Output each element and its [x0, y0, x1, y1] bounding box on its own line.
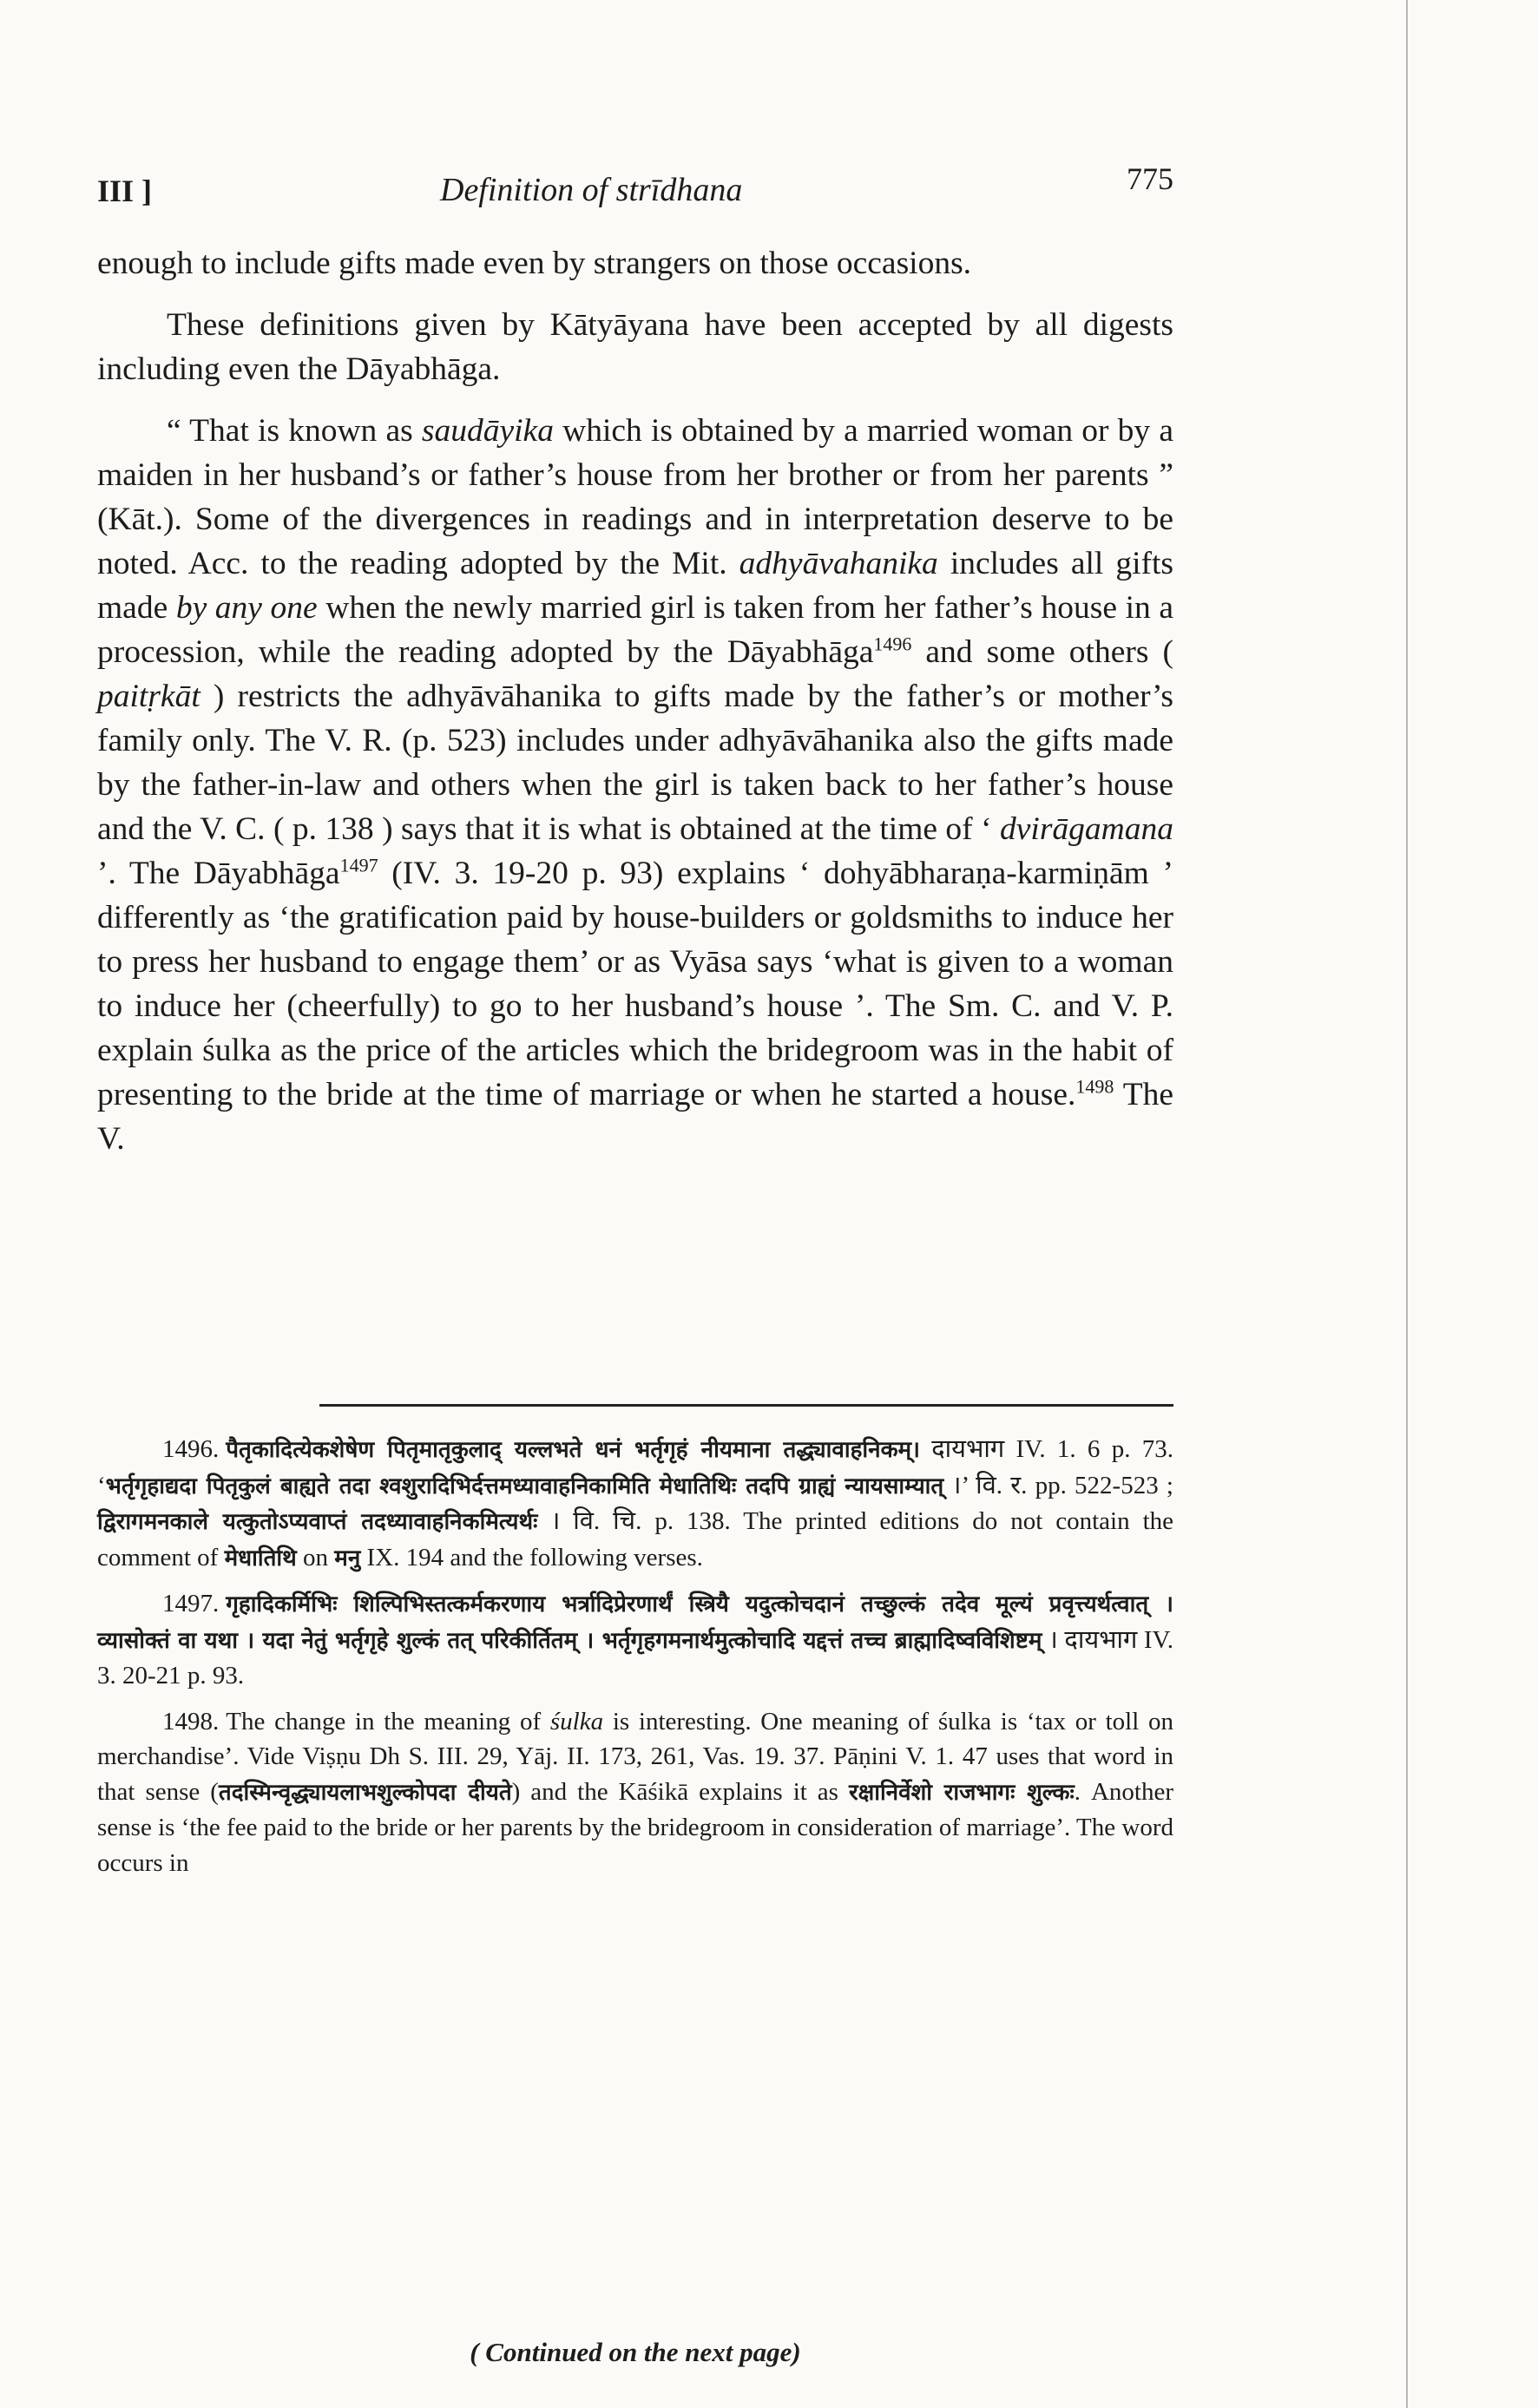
sanskrit-text: मनु [334, 1545, 361, 1571]
footnote-number: 1498. [162, 1707, 220, 1735]
italic-term: by any one [175, 590, 318, 626]
text-run: is interesting. One meaning of śulka is ‘tax or toll on merchandise’. Vide Viṣṇu Dh S. III. 29, Yāj. II. 173, 261, Vas. 19. 37. Pāṇini V. 1. 47 uses that word in that sense ( [97, 1707, 1174, 1806]
sanskrit-text: भर्तृगृहाद्यदा पितृकुलं बाह्यते तदा श्वशुरादिभिर्दत्तमध्यावाहनिकामिति मेधातिथिः तदपि ग्राह्यं न्यायसाम्यात् [105, 1473, 944, 1499]
text-run: when the newly married girl is taken from her father’s house in a procession, while the reading adopted by the Dāyabhāga [97, 590, 1173, 670]
sanskrit-text: रक्षानिर्वेशो राजभागः शुल्कः [848, 1779, 1075, 1806]
italic-term: śulka [549, 1707, 604, 1735]
text-run: । वि. चि. p. 138. The printed editions do not contain the comment of [97, 1507, 1173, 1571]
sanskrit-text: पैतृकादित्येकशेषेण पितृमातृकुलाद् यल्लभते धनं भर्तृगृहं नीयमाना तद्ध्यावाहनिकम्। [226, 1437, 920, 1463]
footnote-1498 [97, 1704, 1173, 1881]
text-run: ’. The Dāyabhāga [97, 856, 340, 891]
footnotes [97, 1432, 1173, 1891]
section-number: III ] [97, 174, 153, 208]
sanskrit-text: द्विरागमनकाले यत्कुतोऽप्यवाप्तं तदध्यावाहनिकमित्यर्थः [97, 1509, 538, 1535]
footnote-number: 1496. [162, 1435, 220, 1463]
text-run: “ That is known as [167, 413, 422, 449]
text-run: ) and the Kāśikā explains it as [511, 1777, 849, 1806]
text-run: includes all gifts made [97, 546, 1173, 626]
text-run: ।’ वि. र. pp. 522-523 ; [943, 1471, 1173, 1499]
sanskrit-text: तदस्मिन्वृद्ध्यायलाभशुल्कोपदा दीयते [218, 1779, 512, 1806]
sanskrit-text: मेधातिथि [224, 1545, 297, 1571]
paragraph-3 [97, 409, 1173, 1161]
text-run: (IV. 3. 19-20 p. 93) explains ‘ dohyābharaṇa-karmiṇām ’ differently as ‘the gratification paid by house-builders or goldsmiths to induce her to press her husband to engage them’ or as Vyāsa says ‘what is given to a woman to induce her (cheerfully) to go to her husband’s house ’. The Sm. C. and V. P. explain śulka as the price of the articles which the bridegroom was in the habit of presenting to the bride at the time of marriage or when he started a house. [97, 856, 1173, 1112]
text-run: which is obtained by a married woman or by a maiden in her husband’s or father’s house from her brother or from her parents ” (Kāt.). Some of the divergences in readings and in interpretation deserve to be noted. Acc. to the reading adopted by the Mit. [97, 413, 1173, 581]
italic-term: paitṛkāt [97, 679, 200, 714]
text-run: and some others ( [911, 634, 1173, 670]
italic-term: dvirāgamana [1000, 811, 1173, 847]
page-edge-line [1406, 0, 1408, 2408]
main-text [97, 241, 1173, 1161]
footnote-1497 [97, 1586, 1173, 1694]
footnote-1496 [97, 1432, 1173, 1576]
paragraph-2: These definitions given by Kātyāyana have been accepted by all digests including even the Dāyabhāga. [97, 307, 1173, 387]
text-run: . Another sense is ‘the fee paid to the bride or her parents by the bridegroom in consideration of marriage’. The word occurs in [97, 1777, 1173, 1877]
text-run: । दायभाग IV. 3. 20-21 p. 93. [97, 1625, 1173, 1690]
running-header [97, 161, 1173, 213]
italic-term: saudāyika [421, 413, 554, 449]
text-run: दायभाग IV. 1. 6 p. 73. ‘ [97, 1435, 1173, 1499]
text-run: The change in the meaning of [226, 1707, 550, 1735]
italic-term: adhyāvahanika [739, 546, 938, 581]
continued-note: ( Continued on the next page) [470, 2337, 801, 2367]
paragraph-1: enough to include gifts made even by strangers on those occasions. [97, 246, 972, 281]
footnote-ref-1497[interactable]: 1497 [339, 854, 378, 876]
footnote-ref-1496[interactable]: 1496 [873, 633, 912, 655]
footnote-number: 1497. [162, 1590, 220, 1617]
text-run: The V. [97, 1077, 1174, 1157]
running-title: Definition of strīdhana [440, 172, 743, 208]
text-run: IX. 194 and the following verses. [360, 1543, 703, 1571]
text-run: on [296, 1543, 335, 1571]
sanskrit-text: गृहादिकर्मिभिः शिल्पिभिस्तत्कर्मकरणाय भर्त्रादिप्रेरणार्थं स्त्रियै यदुत्कोचदानं तच्छुल्कं तदेव मूल्यं प्रवृत्त्यर्थत्वात् । व्यासोक्तं वा यथा । यदा नेतुं भर्तृगृहे शुल्कं तत् परिकीर्तितम् । भर्तृगृहगमनार्थमुत्कोचादि यद्दत्तं तच्च ब्राह्मादिष्वविशिष्टम् [97, 1591, 1173, 1654]
text-run: ) restricts the adhyāvāhanika to gifts made by the father’s or mother’s family only. The V. R. (p. 523) includes under adhyāvāhanika also the gifts made by the father-in-law and others when the girl is taken back to her father’s house and the V. C. ( p. 138 ) says that it is what is obtained at the time of ‘ [97, 679, 1173, 847]
page-number: 775 [1127, 161, 1173, 196]
footnote-divider [319, 1404, 1173, 1407]
footnote-ref-1498[interactable]: 1498 [1075, 1075, 1114, 1098]
